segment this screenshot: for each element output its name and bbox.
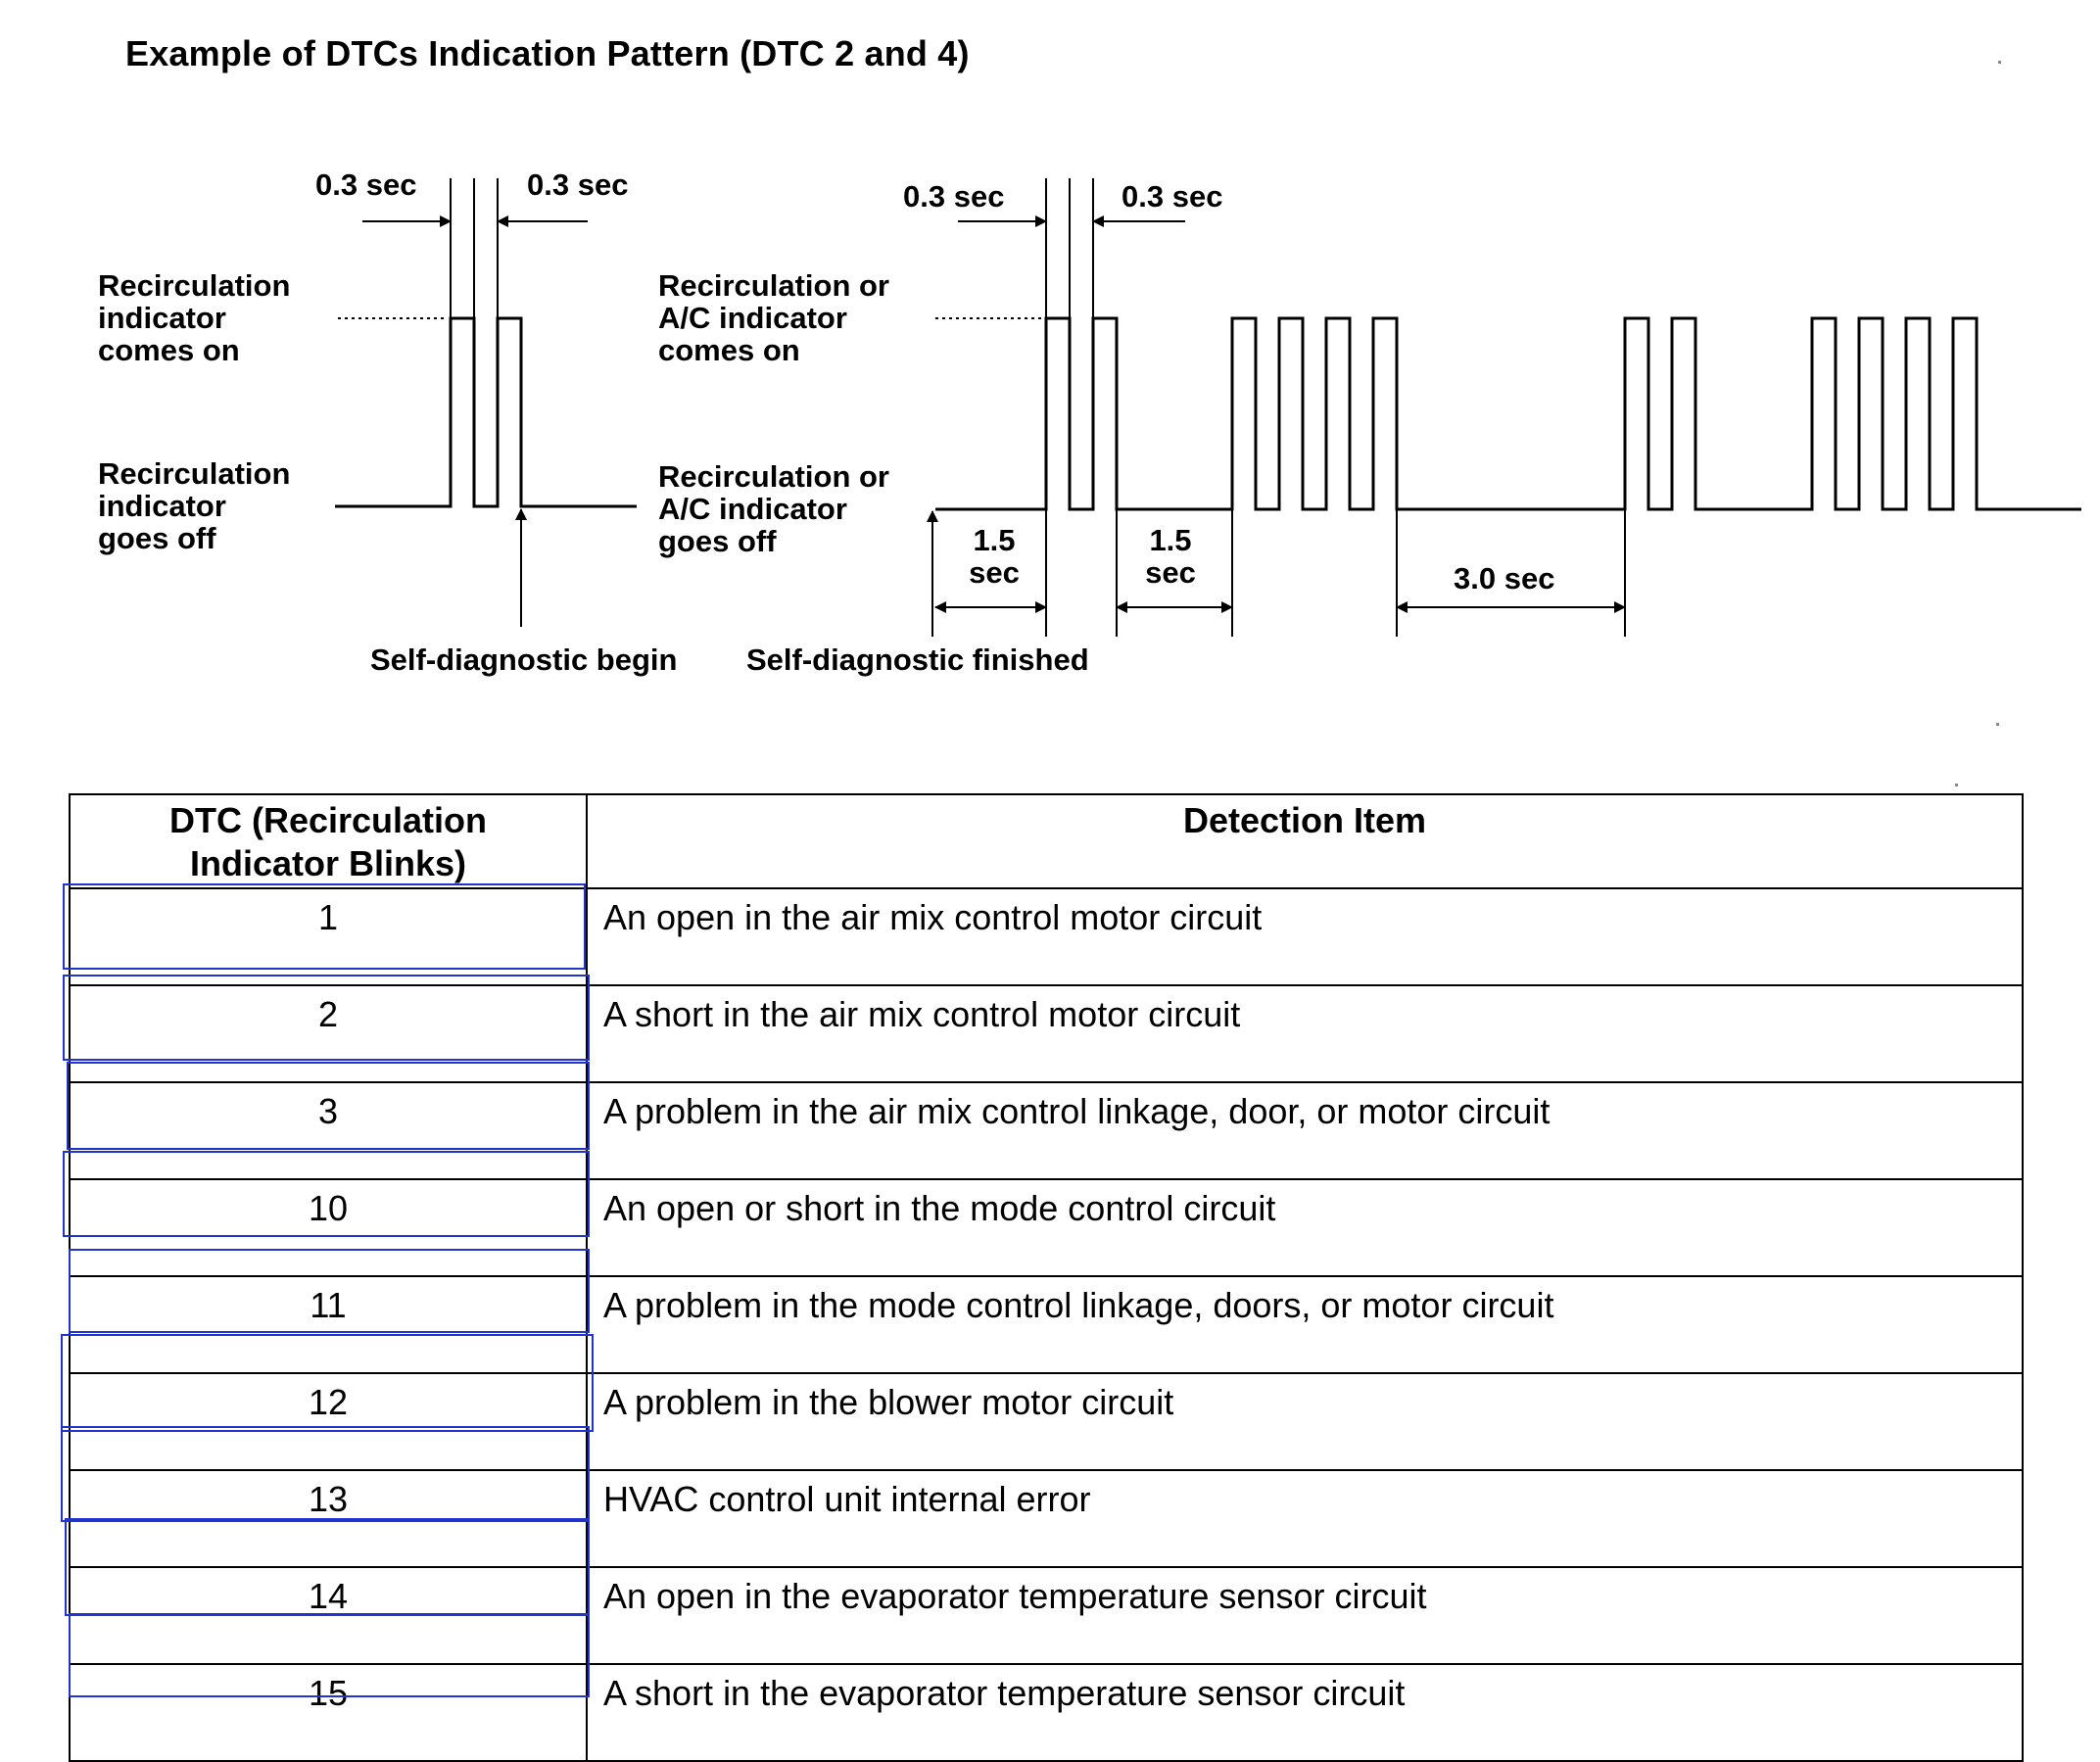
dtc-code: 11 <box>70 1276 587 1373</box>
interval-1-label: 1.5 sec <box>969 523 1020 590</box>
detection-item: A short in the air mix control motor circuit <box>587 985 2023 1082</box>
left-timing-right-label: 0.3 sec <box>527 167 629 202</box>
left-on-label: Recirculation indicator comes on <box>98 268 291 367</box>
header-dtc: DTC (Recirculation Indicator Blinks) <box>70 794 587 888</box>
dtc-code: 13 <box>70 1470 587 1567</box>
table-row <box>70 1276 2023 1373</box>
detection-item: An open or short in the mode control circuit <box>587 1179 2023 1276</box>
table-row <box>70 1179 2023 1276</box>
dtc-code: 3 <box>70 1082 587 1179</box>
left-timing-left-label: 0.3 sec <box>315 167 417 202</box>
dtc-code: 10 <box>70 1179 587 1276</box>
table-row <box>70 1567 2023 1664</box>
detection-item: An open in the air mix control motor circuit <box>587 888 2023 985</box>
dtc-code: 1 <box>70 888 587 985</box>
detection-item: A problem in the mode control linkage, doors, or motor circuit <box>587 1276 2023 1373</box>
right-timing-left-label: 0.3 sec <box>903 179 1005 214</box>
detection-item: A problem in the air mix control linkage, door, or motor circuit <box>587 1082 2023 1179</box>
dtc-code: 2 <box>70 985 587 1082</box>
timing-diagram <box>0 0 2100 705</box>
dtc-code: 12 <box>70 1373 587 1470</box>
detection-item: HVAC control unit internal error <box>587 1470 2023 1567</box>
right-off-label: Recirculation or A/C indicator goes off <box>658 459 889 558</box>
detection-item: An open in the evaporator temperature sensor circuit <box>587 1567 2023 1664</box>
table-header-row <box>70 794 2023 888</box>
scan-speck <box>1998 61 2001 64</box>
table-row <box>70 985 2023 1082</box>
detection-item: A problem in the blower motor circuit <box>587 1373 2023 1470</box>
dtc-code: 14 <box>70 1567 587 1664</box>
detection-item: A short in the evaporator temperature sensor circuit <box>587 1664 2023 1761</box>
right-on-label: Recirculation or A/C indicator comes on <box>658 268 889 367</box>
interval-3-label: 3.0 sec <box>1454 561 1555 595</box>
page-title: Example of DTCs Indication Pattern (DTC 2 and 4) <box>125 33 970 73</box>
dtc-table <box>69 793 2024 1762</box>
right-timing-right-label: 0.3 sec <box>1122 179 1223 214</box>
scan-speck <box>1955 784 1958 786</box>
table-row <box>70 888 2023 985</box>
self-diagnostic-finished-label: Self-diagnostic finished <box>746 643 1089 677</box>
table-row <box>70 1470 2023 1567</box>
table-row <box>70 1373 2023 1470</box>
interval-2-label: 1.5 sec <box>1145 523 1196 590</box>
scan-speck <box>1996 723 1999 726</box>
self-diagnostic-begin-label: Self-diagnostic begin <box>370 643 678 677</box>
dtc-code: 15 <box>70 1664 587 1761</box>
header-detection-item: Detection Item <box>587 794 2023 888</box>
table-row <box>70 1664 2023 1761</box>
left-waveform <box>335 178 637 627</box>
table-row <box>70 1082 2023 1179</box>
left-off-label: Recirculation indicator goes off <box>98 456 291 555</box>
